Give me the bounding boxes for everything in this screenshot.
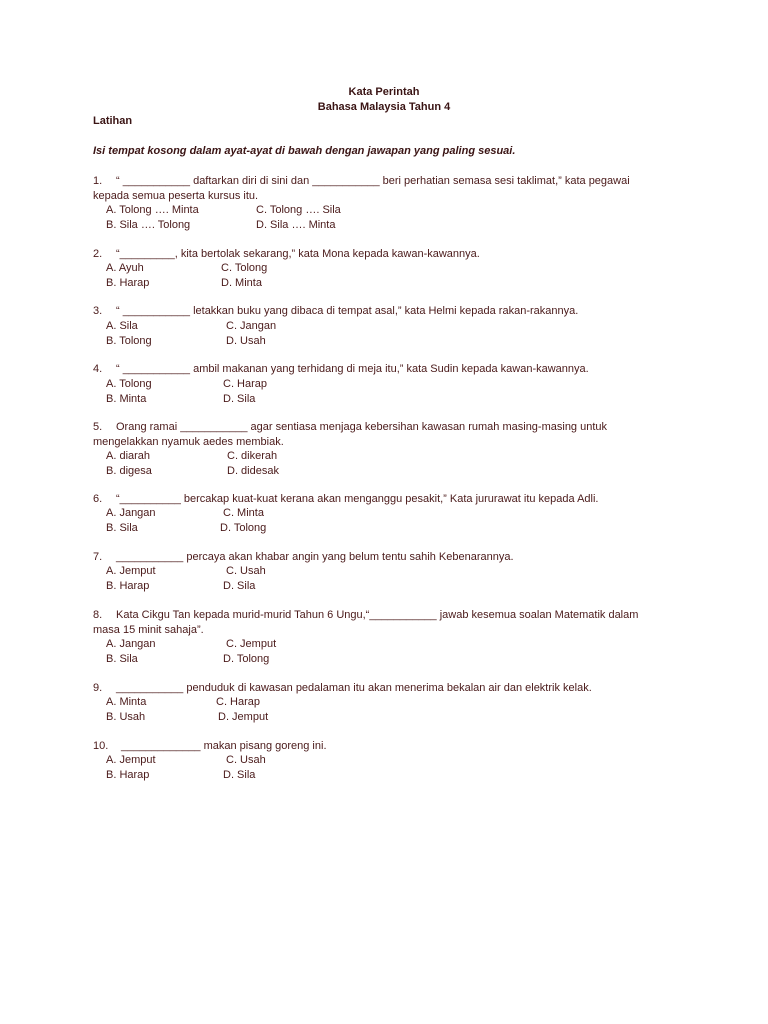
- option-a: A. Minta: [106, 696, 147, 708]
- option-d: D. didesak: [227, 464, 279, 477]
- instruction-text: Isi tempat kosong dalam ayat-ayat di bawah dengan jawapan yang paling sesuai.: [93, 145, 516, 157]
- option-c: C. dikerah: [227, 450, 278, 462]
- question-number: 10.: [93, 740, 109, 752]
- option-a: A. Jangan: [106, 507, 156, 519]
- question-number: 6.: [93, 493, 103, 505]
- option-d: D. Sila: [223, 579, 256, 592]
- option-a: A. Sila: [106, 320, 138, 332]
- question-text: Kata Cikgu Tan kepada murid-murid Tahun 6 Ungu,“___________ jawab kesemua soalan Matematik dalam: [116, 609, 639, 621]
- question-6: [93, 492, 683, 507]
- option-b: B. Harap: [106, 579, 150, 592]
- question-text-continued: masa 15 minit sahaja”.: [93, 623, 204, 636]
- option-d: D. Jemput: [218, 710, 269, 723]
- question-text: “__________ bercakap kuat-kuat kerana akan menganggu pesakit,” Kata jururawat itu kepada Adli.: [116, 493, 599, 505]
- question-4: [93, 362, 683, 377]
- option-c: C. Jangan: [226, 320, 277, 332]
- question-text: ___________ penduduk di kawasan pedalaman itu akan menerima bekalan air dan elektrik kelak.: [116, 682, 592, 694]
- option-b: B. digesa: [106, 464, 152, 477]
- question-5: [93, 420, 683, 449]
- option-d: D. Sila: [223, 768, 256, 781]
- option-c: C. Usah: [226, 754, 266, 766]
- option-a: A. Jemput: [106, 754, 156, 766]
- question-text-continued: kepada semua peserta kursus itu.: [93, 189, 259, 202]
- question-text: ___________ percaya akan khabar angin yang belum tentu sahih Kebenarannya.: [116, 551, 514, 563]
- page-subtitle: Bahasa Malaysia Tahun 4: [317, 101, 451, 113]
- option-a: A. Ayuh: [106, 262, 144, 274]
- question-number: 8.: [93, 609, 103, 621]
- page-title: Kata Perintah: [348, 86, 420, 98]
- option-b: B. Sila: [106, 521, 138, 534]
- question-number: 9.: [93, 682, 103, 694]
- question-2: [93, 247, 683, 262]
- option-c: C. Harap: [216, 696, 261, 708]
- option-d: D. Sila …. Minta: [256, 218, 336, 231]
- question-number: 7.: [93, 551, 103, 563]
- option-c: C. Harap: [223, 378, 268, 390]
- question-number: 5.: [93, 421, 103, 433]
- option-c: C. Tolong: [221, 262, 268, 274]
- question-text: “_________, kita bertolak sekarang,” kata Mona kepada kawan-kawannya.: [116, 248, 480, 260]
- question-8: [93, 608, 683, 637]
- option-a: A. diarah: [106, 450, 151, 462]
- question-number: 1.: [93, 175, 103, 187]
- question-3: [93, 304, 683, 319]
- question-9: [93, 681, 683, 696]
- option-c: C. Jemput: [226, 638, 277, 650]
- option-b: B. Usah: [106, 710, 146, 723]
- option-d: D. Usah: [226, 334, 266, 347]
- option-d: D. Tolong: [223, 652, 270, 665]
- option-b: B. Harap: [106, 768, 150, 781]
- question-text-continued: mengelakkan nyamuk aedes membiak.: [93, 435, 284, 448]
- option-b: B. Tolong: [106, 334, 152, 347]
- option-c: C. Minta: [223, 507, 264, 519]
- option-a: A. Jemput: [106, 565, 156, 577]
- option-a: A. Jangan: [106, 638, 156, 650]
- question-text: Orang ramai ___________ agar sentiasa menjaga kebersihan kawasan rumah masing-masing untuk: [116, 421, 608, 433]
- option-d: D. Sila: [223, 392, 256, 405]
- question-1: [93, 174, 683, 203]
- option-b: B. Sila …. Tolong: [106, 218, 191, 231]
- section-heading: Latihan: [93, 115, 133, 127]
- option-d: D. Tolong: [220, 521, 267, 534]
- option-a: A. Tolong: [106, 378, 152, 390]
- question-text: “ ___________ daftarkan diri di sini dan ___________ beri perhatian semasa sesi taklimat,” kata pegawai: [116, 175, 630, 187]
- option-c: C. Tolong …. Sila: [256, 204, 341, 216]
- option-b: B. Minta: [106, 392, 147, 405]
- question-number: 2.: [93, 248, 103, 260]
- option-b: B. Sila: [106, 652, 138, 665]
- option-d: D. Minta: [221, 276, 262, 289]
- question-number: 4.: [93, 363, 103, 375]
- question-10: [93, 739, 683, 754]
- option-c: C. Usah: [226, 565, 266, 577]
- question-text: “ ___________ letakkan buku yang dibaca di tempat asal,” kata Helmi kepada rakan-rakannya.: [116, 305, 579, 317]
- question-text: “ ___________ ambil makanan yang terhidang di meja itu,” kata Sudin kepada kawan-kawannya.: [116, 363, 589, 375]
- option-a: A. Tolong …. Minta: [106, 204, 199, 216]
- option-b: B. Harap: [106, 276, 150, 289]
- question-7: [93, 550, 683, 565]
- question-text: _____________ makan pisang goreng ini.: [121, 740, 327, 752]
- question-number: 3.: [93, 305, 103, 317]
